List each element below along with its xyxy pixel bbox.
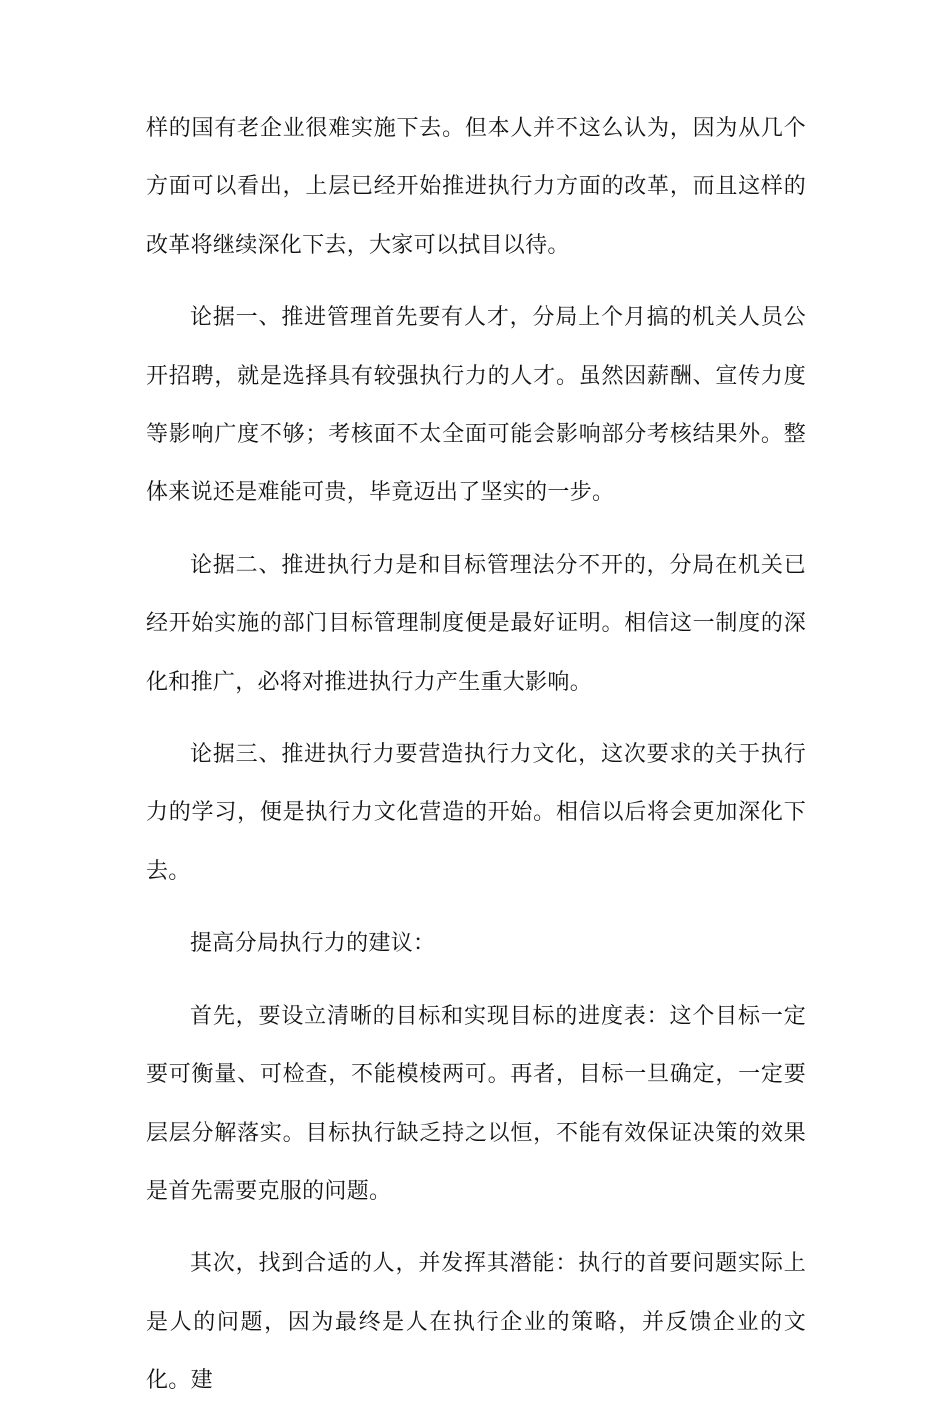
document-body: [146, 100, 806, 1425]
paragraph-argument-one: 论据一、推进管理首先要有人才，分局上个月搞的机关人员公开招聘，就是选择具有较强执行力的人才。虽然因薪酬、宣传力度等影响广度不够；考核面不太全面可能会影响部分考核结果外。整体来说还是难能可贵，毕竟迈出了坚实的一步。: [146, 305, 806, 506]
paragraph-argument-three: 论据三、推进执行力要营造执行力文化，这次要求的关于执行力的学习，便是执行力文化营造的开始。相信以后将会更加深化下去。: [146, 742, 806, 884]
paragraph-argument-two: 论据二、推进执行力是和目标管理法分不开的，分局在机关已经开始实施的部门目标管理制度便是最好证明。相信这一制度的深化和推广，必将对推进执行力产生重大影响。: [146, 552, 806, 695]
paragraph-first-suggestion: 首先，要设立清晰的目标和实现目标的进度表：这个目标一定要可衡量、可检查，不能模棱两可。再者，目标一旦确定，一定要层层分解落实。目标执行缺乏持之以恒，不能有效保证决策的效果是首先需要克服的问题。: [146, 1003, 806, 1204]
paragraph-second-suggestion: 其次，找到合适的人，并发挥其潜能：执行的首要问题实际上是人的问题，因为最终是人在执行企业的策略，并反馈企业的文化。建: [146, 1251, 806, 1394]
paragraph-continuation: 样的国有老企业很难实施下去。但本人并不这么认为，因为从几个方面可以看出，上层已经开始推进执行力方面的改革，而且这样的改革将继续深化下去，大家可以拭目以待。: [146, 116, 806, 258]
paragraph-suggestions-heading: 提高分局执行力的建议：: [190, 931, 436, 957]
